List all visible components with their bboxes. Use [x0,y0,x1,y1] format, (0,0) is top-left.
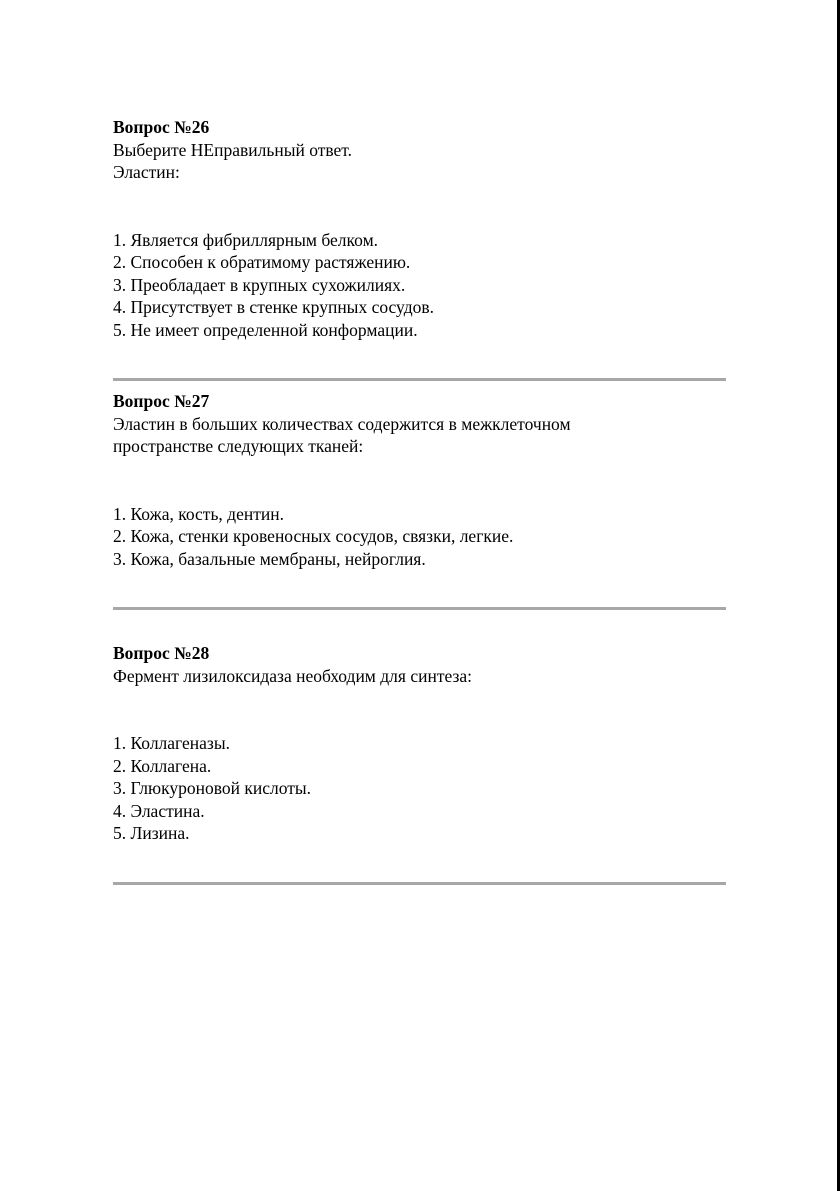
document-content [113,116,726,885]
question-27 [113,390,726,570]
question-26 [113,116,726,341]
answer-option: 3. Преобладает в крупных сухожилиях. [113,274,406,295]
answer-option: 1. Коллагеназы. [113,733,230,753]
question-28 [113,642,726,845]
answer-option: 2. Коллагена. [113,755,212,776]
question-text-line: Эластин в больших количествах содержится в межклеточном [113,413,571,434]
answer-option: 4. Эластина. [113,800,205,821]
answer-option: 2. Способен к обратимому растяжению. [113,252,411,272]
spacer [113,184,726,229]
answer-option: 2. Кожа, стенки кровеносных сосудов, связки, легкие. [113,526,514,546]
answer-option: 1. Является фибриллярным белком. [113,229,379,250]
answer-option: 5. Не имеет определенной конформации. [113,319,418,340]
question-title: Вопрос №28 [113,643,210,663]
answer-option: 1. Кожа, кость, дентин. [113,503,284,524]
answer-options [113,732,726,845]
section-divider [113,882,726,885]
question-title: Вопрос №27 [113,391,210,411]
answer-option: 3. Глюкуроновой кислоты. [113,778,312,798]
question-text-line: Эластин: [113,162,180,182]
question-text-line: Фермент лизилоксидаза необходим для синтеза: [113,665,472,686]
answer-option: 3. Кожа, базальные мембраны, нейроглия. [113,548,426,569]
question-title: Вопрос №26 [113,117,210,137]
question-text-line: Выберите НЕправильный ответ. [113,139,352,160]
spacer [113,458,726,503]
answer-option: 5. Лизина. [113,823,190,843]
spacer [113,687,726,732]
answer-option: 4. Присутствует в стенке крупных сосудов. [113,297,434,317]
answer-options [113,229,726,342]
question-text-line: пространстве следующих тканей: [113,436,364,456]
answer-options [113,503,726,571]
